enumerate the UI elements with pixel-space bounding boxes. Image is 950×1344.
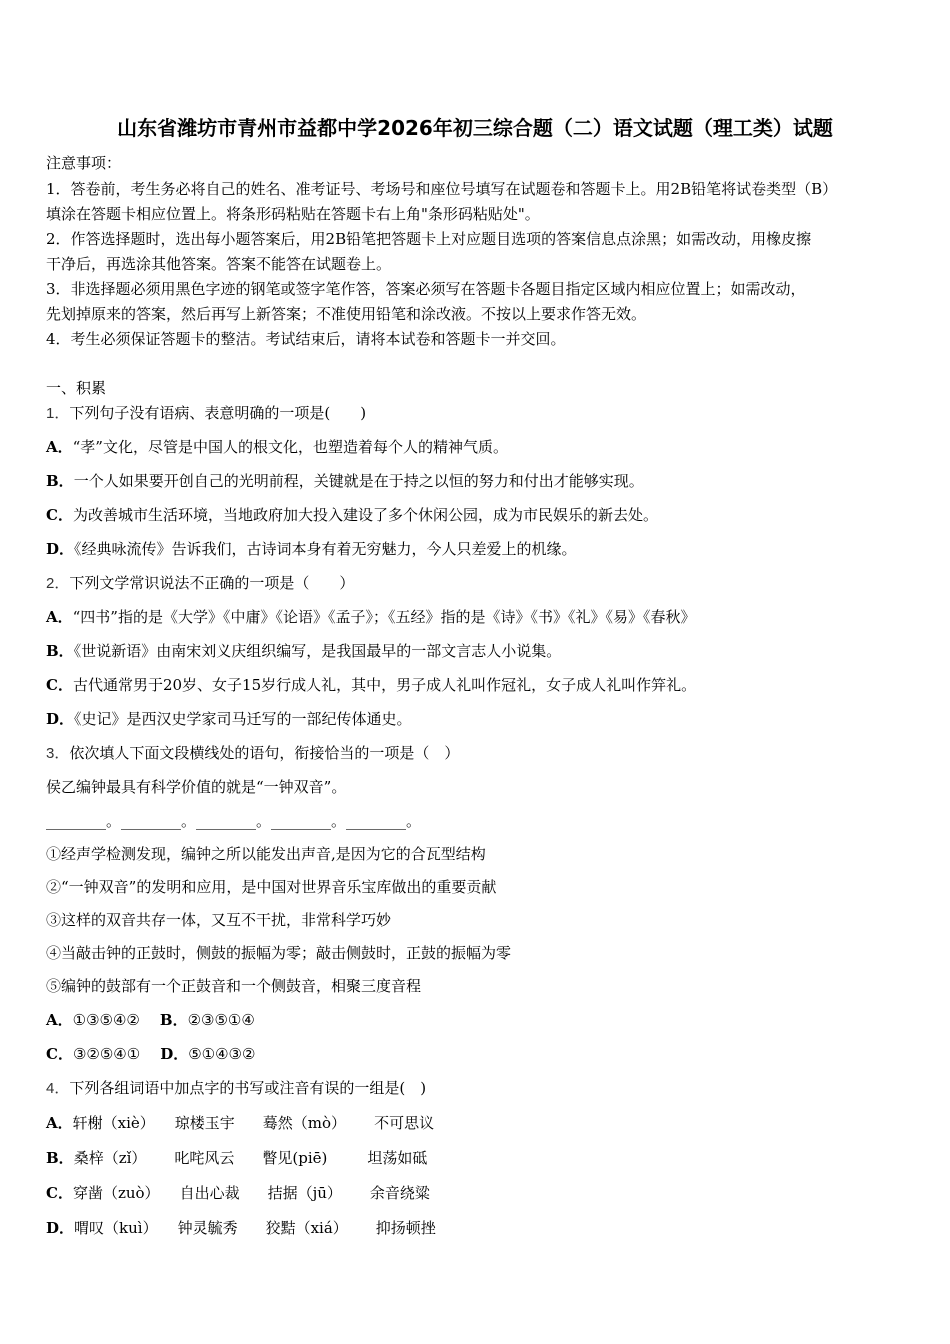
option-row: [46, 1009, 255, 1030]
option-letter: D．: [46, 1219, 75, 1237]
notice-line: 2．作答选择题时，选出每小题答案后，用2B铅笔把答题卡上对应题目选项的答案信息点涂黑；如需改动，用橡皮擦: [46, 230, 812, 248]
option-text: 《经典咏流传》告诉我们，古诗词本身有着无穷魅力，今人只差爱上的机缘。: [74, 540, 577, 558]
option-row: [46, 1043, 255, 1064]
word: 琼楼玉宇: [174, 1114, 235, 1132]
question-stem: 下列文学常识说法不正确的一项是（ ）: [69, 574, 355, 592]
option-letter: C．: [46, 1184, 73, 1202]
notice-heading: 注意事项：: [46, 154, 122, 172]
word: 喟叹（kuì）: [74, 1219, 158, 1237]
question-1: [46, 402, 366, 423]
option-letter: B．: [46, 642, 74, 660]
option-letter: D．: [46, 540, 75, 558]
option-text: 《世说新语》由南宋刘义庆组织编写，是我国最早的一部文言志人小说集。: [73, 642, 562, 660]
option-c: [46, 1182, 430, 1203]
option-text: ③②⑤④①: [72, 1045, 141, 1063]
word: 穿凿（zuò）: [72, 1184, 160, 1202]
word: 瞥见(piē): [262, 1149, 328, 1167]
word: 不可思议: [374, 1114, 435, 1132]
option-c: [46, 504, 658, 525]
question-number: 1．: [46, 405, 70, 422]
option-letter: C．: [46, 676, 73, 694]
page-title: 山东省潍坊市青州市益都中学2026年初三综合题（二）语文试题（理工类）试题: [117, 116, 833, 140]
question-3: [46, 742, 459, 763]
question-stem: 依次填人下面文段横线处的语句，衔接恰当的一项是（ ）: [69, 744, 460, 762]
word: 叱咤风云: [174, 1149, 235, 1167]
option-b: [46, 470, 644, 491]
option-a: [46, 1112, 434, 1133]
option-text: ②③⑤①④: [187, 1011, 255, 1029]
option-letter: D．: [46, 710, 75, 728]
notice-line: 先划掉原来的答案，然后再写上新答案；不准使用铅笔和涂改液。不按以上要求作答无效。: [46, 305, 647, 323]
option-text: 为改善城市生活环境，当地政府加大投入建设了多个休闲公园，成为市民娱乐的新去处。: [72, 506, 658, 524]
option-c: [46, 674, 696, 695]
notice-line: 4．考生必须保证答题卡的整洁。考试结束后，请将本试卷和答题卡一并交回。: [46, 330, 566, 348]
notice-line: 填涂在答题卡相应位置上。将条形码粘贴在答题卡右上角"条形码粘贴处"。: [46, 205, 540, 223]
question-stem: 下列句子没有语病、表意明确的一项是( ): [69, 404, 367, 422]
word: 坦荡如砥: [367, 1149, 428, 1167]
option-letter: A．: [46, 1114, 73, 1132]
option-letter: C．: [46, 1045, 73, 1063]
option-letter: A．: [46, 438, 73, 456]
option-b: [46, 640, 561, 661]
question-number: 4．: [46, 1080, 70, 1097]
word: 蓦然（mò）: [262, 1114, 347, 1132]
question-number: 3．: [46, 745, 70, 762]
word: 余音绕粱: [369, 1184, 430, 1202]
word: 抑扬顿挫: [375, 1219, 436, 1237]
section-heading: 一、积累: [46, 379, 107, 397]
sentence-item: ④当敲击钟的正鼓时，侧鼓的振幅为零；敲击侧鼓时，正鼓的振幅为零: [46, 944, 512, 962]
question-stem: 下列各组词语中加点字的书写或注音有误的一组是( ): [69, 1079, 427, 1097]
option-a: [46, 606, 695, 627]
word: 桑梓（zǐ）: [73, 1149, 147, 1167]
option-a: [46, 436, 508, 457]
word: 轩榭（xiè）: [72, 1114, 155, 1132]
option-text: ⑤①④③②: [188, 1045, 256, 1063]
notice-line: 1．答卷前，考生务必将自己的姓名、准考证号、考场号和座位号填写在试题卷和答题卡上。用2B铅笔将试卷类型（B）: [46, 180, 838, 198]
sentence-item: ③这样的双音共存一体，又互不干扰，非常科学巧妙: [46, 911, 392, 929]
word: 狡黠（xiá）: [265, 1219, 348, 1237]
option-text: ①③⑤④②: [72, 1011, 140, 1029]
option-b: [46, 1147, 427, 1168]
word: 自出心裁: [179, 1184, 240, 1202]
word: 拮据（jū）: [267, 1184, 342, 1202]
question-4: [46, 1077, 426, 1098]
option-letter: B．: [159, 1011, 188, 1029]
question-number: 2．: [46, 575, 70, 592]
notice-line: 3．非选择题必须用黑色字迹的钢笔或签字笔作答，答案必须写在答题卡各题目指定区域内相应位置上；如需改动，: [46, 280, 806, 298]
option-d: [46, 1217, 436, 1238]
fill-blanks: ________。________。________。________。________。: [46, 812, 422, 830]
option-text: “四书”指的是《大学》《中庸》《论语》《孟子》；《五经》指的是《诗》《书》《礼》《易》《春秋》: [72, 608, 696, 626]
option-letter: A．: [46, 1011, 73, 1029]
option-letter: B．: [46, 472, 74, 490]
sentence-item: ②“一钟双音”的发明和应用，是中国对世界音乐宝库做出的重要贡献: [46, 878, 497, 896]
passage-text: 侯乙编钟最具有科学价值的就是“一钟双音”。: [46, 778, 347, 796]
word: 钟灵毓秀: [177, 1219, 238, 1237]
option-letter: B．: [46, 1149, 74, 1167]
sentence-item: ①经声学检测发现，编钟之所以能发出声音,是因为它的合瓦型结构: [46, 845, 486, 863]
option-text: “孝”文化，尽管是中国人的根文化，也塑造着每个人的精神气质。: [72, 438, 508, 456]
question-2: [46, 572, 354, 593]
option-text: 古代通常男于20岁、女子15岁行成人礼，其中，男子成人礼叫作冠礼，女子成人礼叫作笄礼。: [72, 676, 697, 694]
option-letter: C．: [46, 506, 73, 524]
option-d: [46, 708, 412, 729]
notice-line: 干净后，再选涂其他答案。答案不能答在试题卷上。: [46, 255, 392, 273]
option-text: 一个人如果要开创自己的光明前程，关键就是在于持之以恒的努力和付出才能够实现。: [73, 472, 644, 490]
option-d: [46, 538, 577, 559]
sentence-item: ⑤编钟的鼓部有一个正鼓音和一个侧鼓音，相聚三度音程: [46, 977, 422, 995]
option-text: 《史记》是西汉史学家司马迁写的一部纪传体通史。: [74, 710, 412, 728]
option-letter: A．: [46, 608, 73, 626]
option-letter: D．: [160, 1045, 189, 1063]
